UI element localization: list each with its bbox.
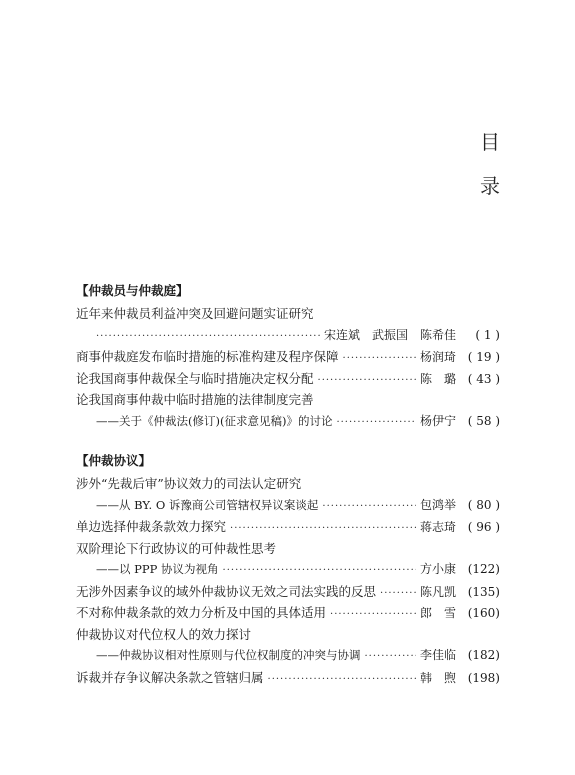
toc-entry[interactable] (76, 303, 500, 346)
dot-leader (230, 518, 416, 538)
dot-leader (318, 370, 416, 390)
dot-leader (343, 348, 416, 368)
entry-subtitle: ——从 BY. O 诉豫商公司管辖权异议案谈起 (96, 497, 319, 512)
dot-leader (322, 496, 416, 517)
dot-leader (380, 583, 416, 603)
toc-heading-char-1: 目 (480, 130, 500, 154)
entry-title: 论我国商事仲裁保全与临时措施决定权分配 (76, 370, 314, 386)
dot-leader (223, 560, 416, 581)
entry-author: 韩 煦 (419, 670, 456, 685)
entry-page: ( 1 ) (475, 327, 500, 342)
entry-author: 宋连斌 武振国 陈希佳 (323, 327, 456, 342)
entry-page: (122) (467, 562, 500, 576)
entry-title: 不对称仲裁条款的效力分析及中国的具体适用 (76, 605, 327, 620)
section-title: 【仲裁协议】 (76, 453, 152, 468)
toc-heading-char-2: 录 (480, 174, 500, 198)
entry-page: (198) (467, 670, 500, 685)
entry-author: 李佳临 (419, 648, 456, 662)
entry-page: (182) (467, 648, 500, 662)
toc-entry[interactable] (76, 624, 500, 667)
entry-page: (135) (467, 584, 500, 599)
dot-leader (365, 646, 416, 667)
entry-author: 陈 璐 (419, 371, 456, 386)
entry-title: 涉外“先裁后审”协议效力的司法认定研究 (76, 476, 302, 491)
entry-page: ( 43 ) (467, 371, 500, 386)
toc-entry[interactable] (76, 473, 500, 516)
entry-subtitle: ——以 PPP 协议为视角 (96, 562, 219, 576)
dot-leader (336, 412, 416, 433)
entry-page: (160) (467, 606, 500, 620)
toc-section-arbitrators (76, 281, 500, 432)
toc-entry[interactable] (76, 538, 500, 581)
toc-entry[interactable] (76, 516, 500, 538)
entry-author: 方小康 (419, 562, 456, 576)
toc-entry[interactable] (76, 346, 500, 368)
entry-title: 论我国商事仲裁中临时措施的法律制度完善 (76, 392, 314, 407)
entry-page: ( 58 ) (467, 413, 500, 428)
toc-entry[interactable] (76, 581, 500, 603)
entry-subtitle: ——关于《仲裁法(修订)(征求意见稿)》的讨论 (96, 413, 333, 428)
toc-entry[interactable] (76, 368, 500, 390)
dot-leader (268, 669, 416, 689)
entry-subtitle: ——仲裁协议相对性原则与代位权制度的冲突与协调 (96, 648, 361, 662)
section-title: 【仲裁员与仲裁庭】 (76, 283, 189, 298)
entry-title: 仲裁协议对代位权人的效力探讨 (76, 626, 252, 642)
entry-title: 双阶理论下行政协议的可仲裁性思考 (76, 540, 277, 556)
entry-author: 陈凡凯 (419, 584, 456, 599)
entry-title: 无涉外因素争议的域外仲裁协议无效之司法实践的反思 (76, 583, 377, 599)
entry-author: 杨伊宁 (419, 413, 456, 428)
entry-author: 杨润琦 (419, 350, 456, 364)
entry-page: ( 80 ) (467, 497, 500, 512)
entry-author: 蒋志琦 (419, 520, 456, 534)
entry-title: 近年来仲裁员利益冲突及回避问题实证研究 (76, 306, 314, 321)
toc-entry[interactable] (76, 602, 500, 624)
entry-title: 商事仲裁庭发布临时措施的标准构建及程序保障 (76, 349, 339, 364)
entry-author: 包鸿举 (419, 497, 456, 512)
entry-page: ( 96 ) (467, 520, 500, 534)
entry-page: ( 19 ) (467, 350, 500, 364)
toc-entry[interactable] (76, 389, 500, 432)
dot-leader (96, 326, 320, 347)
toc-entry[interactable] (76, 667, 500, 689)
toc-heading (476, 120, 504, 208)
entry-title: 诉裁并存争议解决条款之管辖归属 (76, 669, 264, 685)
dot-leader (330, 604, 416, 624)
toc-section-arbitration-agreement (76, 451, 500, 688)
entry-author: 郎 雪 (419, 606, 456, 620)
entry-title: 单边选择仲裁条款效力探究 (76, 519, 227, 534)
